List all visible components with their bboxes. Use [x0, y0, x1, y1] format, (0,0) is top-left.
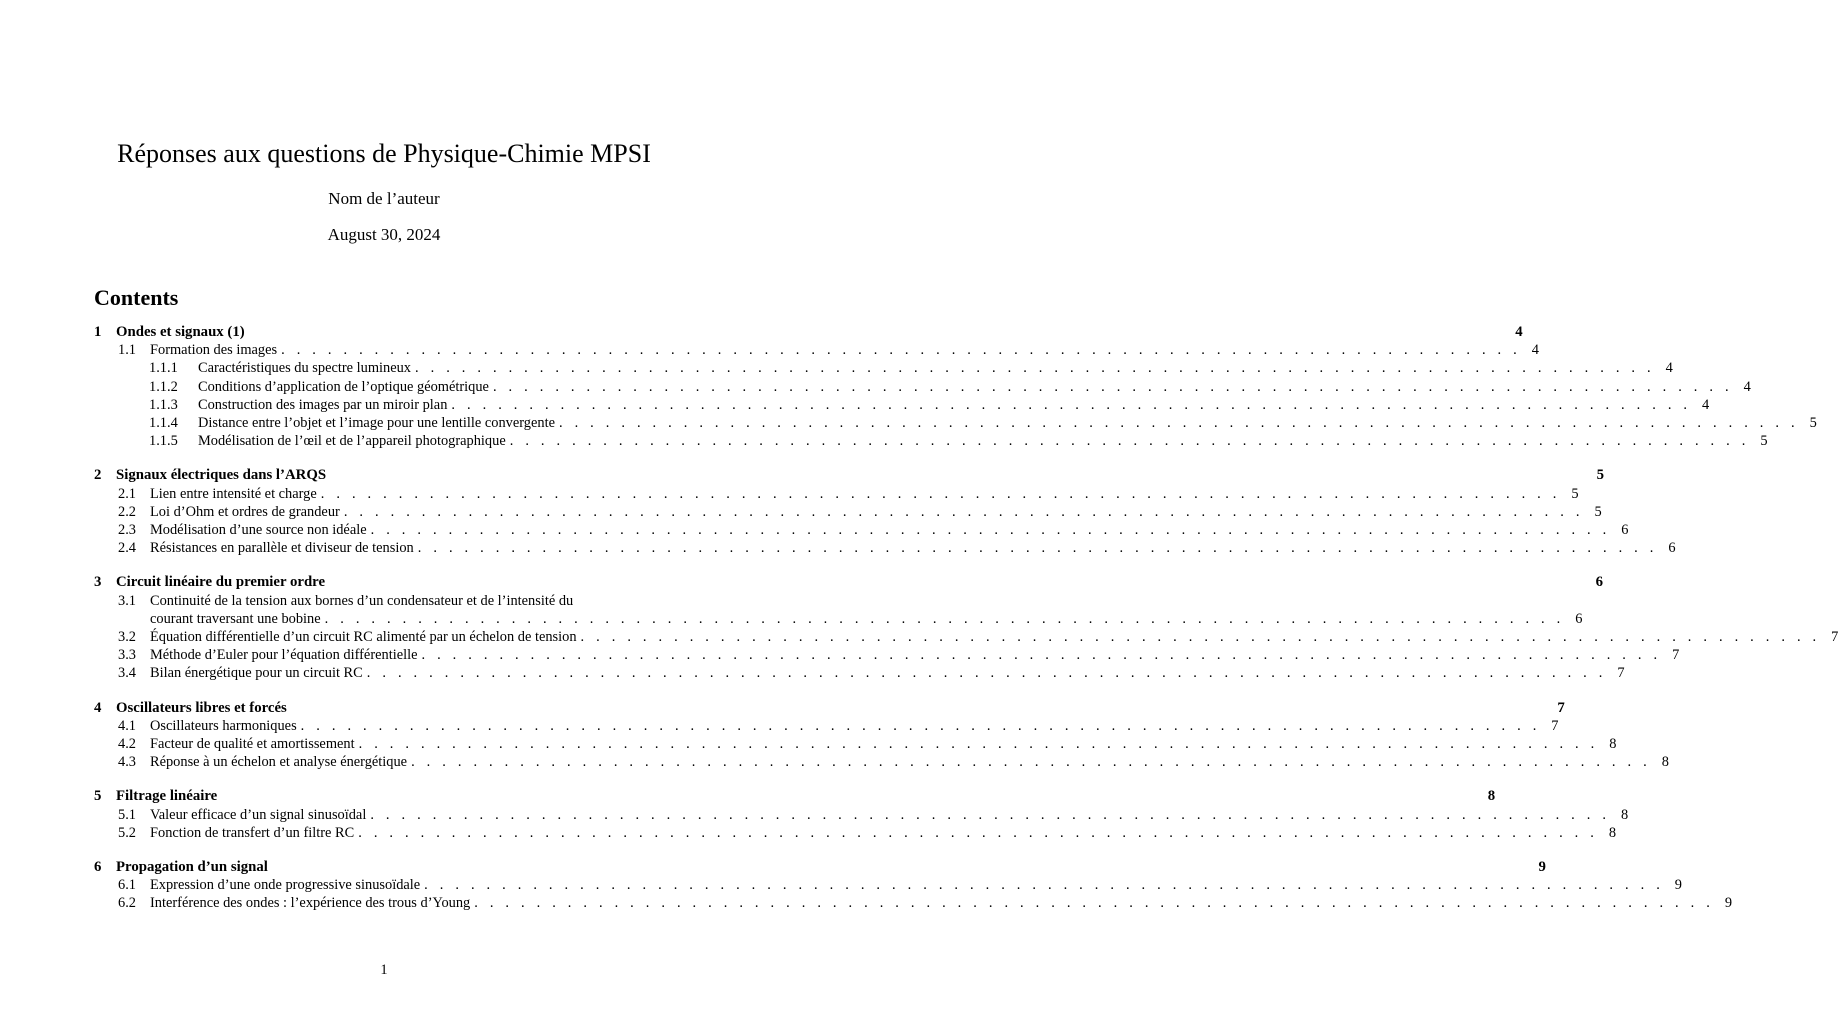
toc-leader: . . . . . . . . . . . . . . . . . . . . . . . . . . . . . . . . . . . . . . . . . . . . . . . . . . . . . . . . . . . . . . . . . . . . . . . . . . . . . . . . [509, 433, 1750, 450]
toc-number: 6.1 [118, 877, 136, 894]
toc-page-number: 7 [1551, 717, 1559, 734]
author-name: Nom de l’auteur [328, 189, 440, 208]
toc-subsubsection[interactable] [94, 431, 1768, 451]
toc-subsubsection[interactable] [94, 395, 1710, 415]
toc-leader: . . . . . . . . . . . . . . . . . . . . . . . . . . . . . . . . . . . . . . . . . . . . . . . . . . . . . . . . . . . . . . . . . . . . . . . . . . . . . . . . [324, 610, 1565, 627]
toc-title: Facteur de qualité et amortissement [150, 736, 355, 752]
toc-leader: . . . . . . . . . . . . . . . . . . . . . . . . . . . . . . . . . . . . . . . . . . . . . . . . . . . . . . . . . . . . . . . . . . . . . . . . . . . . . . . . [415, 360, 1655, 377]
toc-number: 4.2 [118, 736, 136, 752]
toc-page-number: 8 [1661, 754, 1669, 771]
toc-page-number: 4 [1515, 324, 1523, 340]
toc-subsection[interactable] [94, 893, 1733, 913]
toc-leader: . . . . . . . . . . . . . . . . . . . . . . . . . . . . . . . . . . . . . . . . . . . . . . . . . . . . . . . . . . . . . . . . . . . . . . . . . . . . . . . . [320, 485, 1561, 502]
toc-page-number: 8 [1609, 736, 1617, 752]
toc-number: 3.4 [118, 665, 136, 682]
toc-number: 1.1.4 [149, 415, 178, 431]
toc-page-number: 9 [1674, 877, 1682, 894]
toc-page-number: 8 [1620, 806, 1629, 823]
toc-number: 3.2 [118, 629, 136, 645]
toc-page-number: 5 [1596, 467, 1605, 484]
toc-title: Modélisation d’une source non idéale [150, 522, 367, 538]
toc-page-number: 9 [1724, 895, 1733, 912]
toc-page-number: 5 [1571, 485, 1579, 502]
document-date: August 30, 2024 [327, 225, 441, 244]
toc-number: 5 [94, 788, 102, 805]
page-number: 1 [380, 962, 388, 978]
toc-title: Lien entre intensité et charge [150, 485, 317, 502]
toc-page-number: 4 [1665, 360, 1673, 377]
toc-section[interactable] [94, 698, 1565, 718]
toc-subsection[interactable] [94, 591, 676, 611]
contents-heading: Contents [94, 285, 179, 310]
toc-title: Valeur efficace d’un signal sinusoïdal [150, 806, 367, 823]
toc-page-number: 5 [1809, 415, 1817, 431]
toc-number: 4.1 [118, 717, 136, 734]
toc-title: Circuit linéaire du premier ordre [116, 574, 326, 591]
toc-leader: . . . . . . . . . . . . . . . . . . . . . . . . . . . . . . . . . . . . . . . . . . . . . . . . . . . . . . . . . . . . . . . . . . . . . . . . . . . . . . . . [366, 665, 1607, 682]
document-title: Réponses aux questions de Physique-Chimie MPSI [117, 139, 651, 168]
toc-title: Formation des images [150, 342, 278, 359]
toc-section[interactable] [94, 465, 1605, 485]
toc-section[interactable] [94, 572, 1604, 592]
toc-number: 4 [94, 699, 102, 716]
toc-number: 4.3 [118, 754, 136, 771]
toc-title: Construction des images par un miroir plan [198, 396, 448, 413]
toc-title: Continuité de la tension aux bornes d’un condensateur et de l’intensité du [150, 592, 574, 609]
toc-page-number: 7 [1617, 665, 1625, 682]
toc-page-number: 8 [1608, 824, 1617, 841]
toc-page-number: 7 [1557, 699, 1565, 716]
toc-number: 2.2 [118, 503, 136, 520]
toc-page-number: 4 [1743, 378, 1751, 395]
toc-leader: . . . . . . . . . . . . . . . . . . . . . . . . . . . . . . . . . . . . . . . . . . . . . . . . . . . . . . . . . . . . . . . . . . . . . . . . . . . . . . . . [421, 647, 1662, 664]
toc-leader: . . . . . . . . . . . . . . . . . . . . . . . . . . . . . . . . . . . . . . . . . . . . . . . . . . . . . . . . . . . . . . . . . . . . . . . . . . . . . . . . [358, 824, 1599, 841]
toc-title: Fonction de transfert d’un filtre RC [150, 824, 355, 841]
toc-subsection[interactable] [94, 502, 1602, 522]
toc-subsection[interactable] [94, 875, 1682, 895]
toc-leader: . . . . . . . . . . . . . . . . . . . . . . . . . . . . . . . . . . . . . . . . . . . . . . . . . . . . . . . . . . . . . . . . . . . . . . . . . . . . . . . . [492, 378, 1733, 395]
toc-page-number: 6 [1575, 610, 1583, 627]
toc-subsection[interactable] [94, 484, 1579, 504]
toc-number: 5.2 [118, 824, 136, 841]
toc-title: Caractéristiques du spectre lumineux [198, 360, 411, 377]
toc-subsection[interactable] [94, 340, 1539, 360]
toc-number: 3 [94, 574, 102, 591]
toc-number: 1.1.2 [149, 378, 178, 395]
toc-subsection[interactable] [94, 823, 1617, 843]
toc-subsubsection[interactable] [94, 358, 1673, 378]
toc-leader: . . . . . . . . . . . . . . . . . . . . . . . . . . . . . . . . . . . . . . . . . . . . . . . . . . . . . . . . . . . . . . . . . . . . . . . . . . . . . . . . [580, 629, 1821, 645]
toc-title: Expression d’une onde progressive sinusoïdale [150, 877, 421, 894]
toc-leader: . . . . . . . . . . . . . . . . . . . . . . . . . . . . . . . . . . . . . . . . . . . . . . . . . . . . . . . . . . . . . . . . . . . . . . . . . . . . . . . . [474, 895, 1715, 912]
toc-title: Bilan énergétique pour un circuit RC [150, 665, 363, 682]
toc-page-number: 5 [1594, 503, 1602, 520]
toc-page-number: 6 [1621, 522, 1629, 538]
toc-page-number: 9 [1538, 859, 1546, 875]
toc-page-number: 4 [1531, 342, 1539, 359]
toc-number: 1.1.3 [149, 396, 178, 413]
toc-number: 5.1 [118, 806, 136, 823]
toc-subsection[interactable] [94, 627, 1838, 647]
toc-subsection[interactable] [94, 752, 1669, 772]
toc-leader: . . . . . . . . . . . . . . . . . . . . . . . . . . . . . . . . . . . . . . . . . . . . . . . . . . . . . . . . . . . . . . . . . . . . . . . . . . . . . . . . [358, 736, 1599, 752]
toc-title: Équation différentielle d’un circuit RC alimenté par un échelon de tension [150, 629, 577, 645]
toc-leader: . . . . . . . . . . . . . . . . . . . . . . . . . . . . . . . . . . . . . . . . . . . . . . . . . . . . . . . . . . . . . . . . . . . . . . . . . . . . . . . . [300, 717, 1541, 734]
toc-leader: . . . . . . . . . . . . . . . . . . . . . . . . . . . . . . . . . . . . . . . . . . . . . . . . . . . . . . . . . . . . . . . . . . . . . . . . . . . . . . . . [370, 806, 1611, 823]
toc-number: 2 [94, 467, 102, 484]
toc-page-number: 4 [1702, 396, 1710, 413]
toc-title: Signaux électriques dans l’ARQS [116, 467, 327, 484]
toc-title: Ondes et signaux (1) [116, 324, 245, 340]
toc-title: Modélisation de l’œil et de l’appareil photographique [198, 433, 506, 450]
toc-number: 1.1.5 [149, 433, 178, 450]
toc-subsection[interactable] [94, 520, 1629, 540]
toc-title-continued: courant traversant une bobine [150, 610, 321, 627]
toc-page-number: 7 [1672, 647, 1680, 664]
toc-page-number: 5 [1760, 433, 1768, 450]
toc-section[interactable] [94, 322, 1523, 342]
toc-page-number: 8 [1487, 788, 1496, 805]
toc-number: 3.3 [118, 647, 136, 664]
toc-leader: . . . . . . . . . . . . . . . . . . . . . . . . . . . . . . . . . . . . . . . . . . . . . . . . . . . . . . . . . . . . . . . . . . . . . . . . . . . . . . . . [343, 503, 1584, 520]
toc-number: 1.1.1 [149, 360, 178, 377]
toc-leader: . . . . . . . . . . . . . . . . . . . . . . . . . . . . . . . . . . . . . . . . . . . . . . . . . . . . . . . . . . . . . . . . . . . . . . . . . . . . . . . . [558, 415, 1799, 431]
toc-section[interactable] [94, 857, 1546, 877]
toc-title: Loi d’Ohm et ordres de grandeur [150, 503, 340, 520]
toc-leader: . . . . . . . . . . . . . . . . . . . . . . . . . . . . . . . . . . . . . . . . . . . . . . . . . . . . . . . . . . . . . . . . . . . . . . . . . . . . . . . . [281, 342, 1521, 359]
toc-subsection[interactable] [94, 645, 1680, 665]
toc-number: 1 [94, 324, 102, 340]
toc-number: 3.1 [118, 592, 136, 609]
toc-number: 2.4 [118, 540, 136, 557]
toc-subsubsection[interactable] [94, 413, 1817, 433]
toc-leader: . . . . . . . . . . . . . . . . . . . . . . . . . . . . . . . . . . . . . . . . . . . . . . . . . . . . . . . . . . . . . . . . . . . . . . . . . . . . . . . . [417, 540, 1658, 557]
toc-number: 6.2 [118, 895, 136, 912]
toc-number: 2.3 [118, 522, 136, 538]
toc-title: Distance entre l’objet et l’image pour une lentille convergente [198, 415, 555, 431]
toc-title: Conditions d’application de l’optique géométrique [198, 378, 489, 395]
toc-subsection-continued[interactable] [94, 609, 1583, 629]
toc-page-number: 6 [1668, 540, 1676, 557]
toc-subsection[interactable] [94, 716, 1559, 736]
toc-page-number: 6 [1595, 574, 1604, 591]
toc-title: Oscillateurs harmoniques [150, 717, 297, 734]
toc-number: 2.1 [118, 485, 136, 502]
toc-leader: . . . . . . . . . . . . . . . . . . . . . . . . . . . . . . . . . . . . . . . . . . . . . . . . . . . . . . . . . . . . . . . . . . . . . . . . . . . . . . . . [451, 396, 1692, 413]
toc-title: Oscillateurs libres et forcés [116, 699, 287, 716]
toc-title: Propagation d’un signal [116, 859, 268, 875]
toc-number: 1.1 [118, 342, 136, 359]
toc-title: Filtrage linéaire [116, 788, 218, 805]
toc-leader: . . . . . . . . . . . . . . . . . . . . . . . . . . . . . . . . . . . . . . . . . . . . . . . . . . . . . . . . . . . . . . . . . . . . . . . . . . . . . . . . [370, 522, 1611, 538]
toc-section[interactable] [94, 786, 1496, 806]
toc-title: Méthode d’Euler pour l’équation différentielle [150, 647, 418, 664]
toc-subsection[interactable] [94, 805, 1629, 825]
toc-leader: . . . . . . . . . . . . . . . . . . . . . . . . . . . . . . . . . . . . . . . . . . . . . . . . . . . . . . . . . . . . . . . . . . . . . . . . . . . . . . . . [424, 877, 1664, 894]
toc-number: 6 [94, 859, 102, 875]
toc-subsection[interactable] [94, 663, 1625, 683]
toc-title: Interférence des ondes : l’expérience des trous d’Young [150, 895, 471, 912]
toc-subsection[interactable] [94, 734, 1617, 754]
toc-subsection[interactable] [94, 538, 1676, 558]
toc-page-number: 7 [1831, 629, 1838, 645]
toc-leader: . . . . . . . . . . . . . . . . . . . . . . . . . . . . . . . . . . . . . . . . . . . . . . . . . . . . . . . . . . . . . . . . . . . . . . . . . . . . . . . . [411, 754, 1651, 771]
toc-subsubsection[interactable] [94, 377, 1751, 397]
toc-title: Résistances en parallèle et diviseur de tension [150, 540, 414, 557]
toc-title: Réponse à un échelon et analyse énergétique [150, 754, 408, 771]
